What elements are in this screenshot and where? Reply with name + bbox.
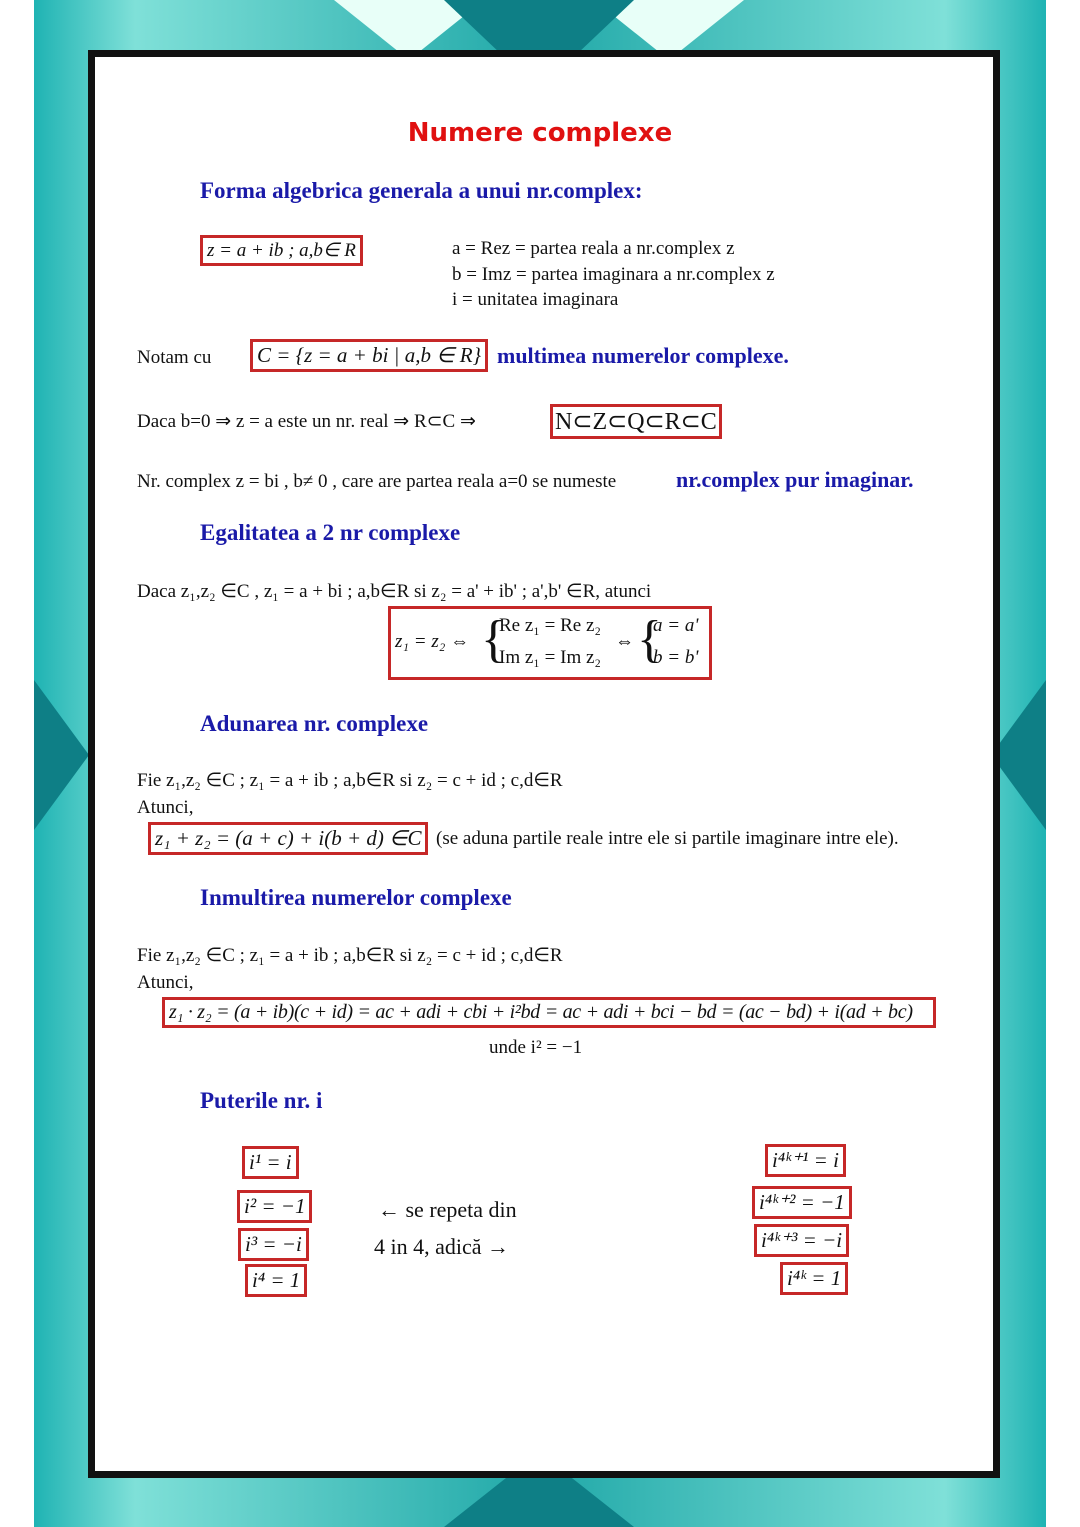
page-title: Numere complexe xyxy=(407,118,673,148)
formula-box: z₁ + z₂ = (a + c) + i(b + d) ∈C xyxy=(148,822,428,855)
text: Notam cu xyxy=(137,347,212,368)
power-box: i⁴ᵏ = 1 xyxy=(780,1262,848,1295)
formula: z₁ = z₂ ⇔ xyxy=(395,631,470,652)
emphasis: multimea numerelor complexe. xyxy=(497,343,789,368)
formula: Im z₁ = Im z₂ xyxy=(499,647,602,668)
formula: a = a' xyxy=(653,615,699,636)
text: Nr. complex z = bi , b≠ 0 , care are partea reala a=0 se numeste xyxy=(137,471,617,492)
text: unde i² = −1 xyxy=(489,1037,583,1058)
formula-box: z = a + ib ; a,b∈ R xyxy=(200,235,363,266)
formula: Re z₁ = Re z₂ xyxy=(499,615,602,636)
text: ← se repeta din xyxy=(378,1197,517,1222)
power-box: i⁴ᵏ⁺¹ = i xyxy=(765,1144,846,1177)
text: Daca b=0 ⇒ z = a este un nr. real ⇒ R⊂C ⇒ xyxy=(137,411,476,432)
formula-box: N⊂Z⊂Q⊂R⊂C xyxy=(550,404,722,439)
formula-box: C = {z = a + bi | a,b ∈ R} xyxy=(250,339,488,372)
formula-box xyxy=(388,606,712,680)
text: 4 in 4, adică → xyxy=(374,1234,510,1259)
diamond-decoration xyxy=(34,680,89,830)
text: Fie z₁,z₂ ∈C ; z₁ = a + ib ; a,b∈R si z₂ = c + id ; c,d∈R xyxy=(137,945,563,966)
formula: ⇔ xyxy=(615,631,634,652)
power-box: i³ = −i xyxy=(238,1228,309,1261)
note: (se aduna partile reale intre ele si partile imaginare intre ele). xyxy=(436,828,899,849)
text: Fie z₁,z₂ ∈C ; z₁ = a + ib ; a,b∈R si z₂ = c + id ; c,d∈R xyxy=(137,770,563,791)
definition: a = Rez = partea reala a nr.complex z xyxy=(452,238,735,259)
text: Atunci, xyxy=(137,797,194,818)
section-heading: Adunarea nr. complexe xyxy=(200,711,429,736)
definition: i = unitatea imaginara xyxy=(452,289,619,310)
formula-box: z₁ · z₂ = (a + ib)(c + id) = ac + adi + cbi + i²bd = ac + adi + bci − bd = (ac − bd) + i(ad + bc) xyxy=(162,997,936,1028)
emphasis: nr.complex pur imaginar. xyxy=(676,467,914,492)
brace: { xyxy=(481,611,506,668)
power-box: i² = −1 xyxy=(237,1190,312,1223)
power-box: i¹ = i xyxy=(242,1146,299,1179)
section-heading: Puterile nr. i xyxy=(200,1088,323,1113)
power-box: i⁴ᵏ⁺² = −1 xyxy=(752,1186,852,1219)
text: Atunci, xyxy=(137,972,194,993)
text: Daca z₁,z₂ ∈C , z₁ = a + bi ; a,b∈R si z₂ = a' + ib' ; a',b' ∈R, atunci xyxy=(137,581,652,602)
brace: { xyxy=(637,611,662,668)
definition: b = Imz = partea imaginara a nr.complex z xyxy=(452,264,775,285)
formula: b = b' xyxy=(653,647,699,668)
section-heading: Inmultirea numerelor complexe xyxy=(200,885,512,910)
power-box: i⁴ = 1 xyxy=(245,1264,307,1297)
section-heading: Forma algebrica generala a unui nr.complex: xyxy=(200,178,643,203)
section-heading: Egalitatea a 2 nr complexe xyxy=(200,520,461,545)
power-box: i⁴ᵏ⁺³ = −i xyxy=(754,1224,849,1257)
